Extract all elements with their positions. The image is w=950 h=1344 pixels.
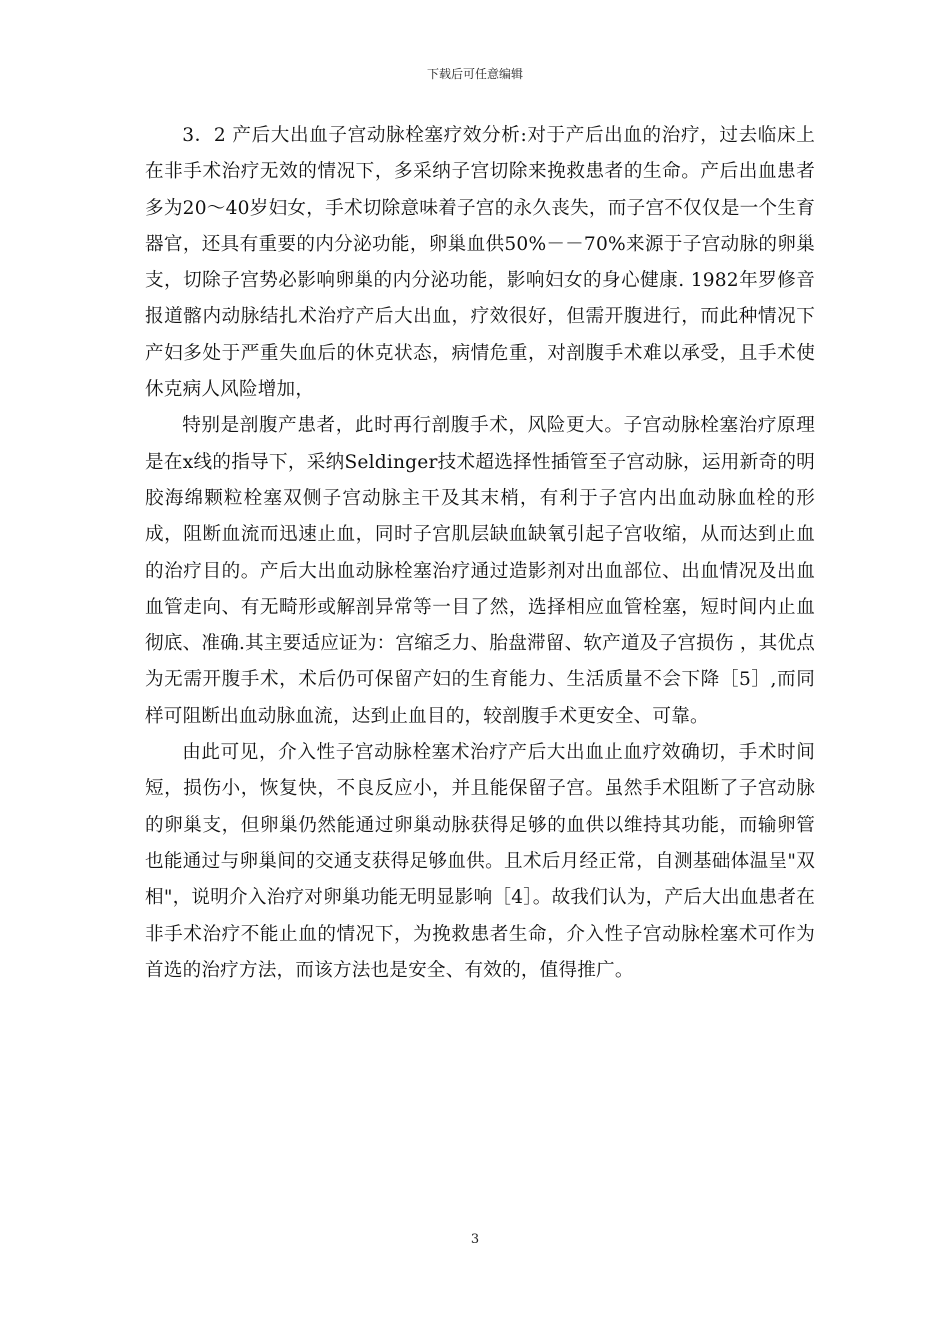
page-number: 3	[470, 1232, 480, 1247]
paragraph-2: 特别是剖腹产患者，此时再行剖腹手术，风险更大。子宫动脉栓塞治疗原理是在x线的指导下，采纳Seldinger技术超选择性插管至子宫动脉，运用新奇的明胶海绵颗粒栓塞双侧子宫动脉主干及其末梢，有利于子宫内出血动脉血栓的形成，阻断血流而迅速止血，同时子宫肌层缺血缺氧引起子宫收缩，从而达到止血的治疗目的。产后大出血动脉栓塞治疗通过造影剂对出血部位、出血情况及出血血管走向、有无畸形或解剖异常等一目了然，选择相应血管栓塞，短时间内止血彻底、准确.其主要适应证为：宫缩乏力、胎盘滞留、软产道及子宫损伤 ，其优点为无需开腹手术，术后仍可保留产妇的生育能力、生活质量不会下降［5］,而同样可阻断出血动脉血流，达到止血目的，较剖腹手术更安全、可靠。	[145, 415, 816, 727]
page-header: 下载后可任意编辑	[426, 67, 523, 81]
body-text	[145, 118, 815, 989]
paragraph-3: 由此可见，介入性子宫动脉栓塞术治疗产后大出血止血疗效确切，手术时间短，损伤小，恢复快，不良反应小，并且能保留子宫。虽然手术阻断了子宫动脉的卵巢支，但卵巢仍然能通过卵巢动脉获得足够的血供以维持其功能，而输卵管也能通过与卵巢间的交通支获得足够血供。且术后月经正常，自测基础体温呈"双相"，说明介入治疗对卵巢功能无明显影响［4］。故我们认为，产后大出血患者在非手术治疗不能止血的情况下，为挽救患者生命，介入性子宫动脉栓塞术可作为首选的治疗方法，而该方法也是安全、有效的，值得推广。	[145, 742, 815, 981]
paragraph-1: 3．2 产后大出血子宫动脉栓塞疗效分析:对于产后出血的治疗，过去临床上在非手术治疗无效的情况下，多采纳子宫切除来挽救患者的生命。产后出血患者多为20～40岁妇女，手术切除意味着子宫的永久丧失，而子宫不仅仅是一个生育器官，还具有重要的内分泌功能，卵巢血供50%－－70%来源于子宫动脉的卵巢支，切除子宫势必影响卵巢的内分泌功能，影响妇女的身心健康. 1982年罗修音 报道髂内动脉结扎术治疗产后大出血，疗效很好，但需开腹进行，而此种情况下产妇多处于严重失血后的休克状态，病情危重，对剖腹手术难以承受，且手术使休克病人风险增加，	[145, 125, 815, 401]
